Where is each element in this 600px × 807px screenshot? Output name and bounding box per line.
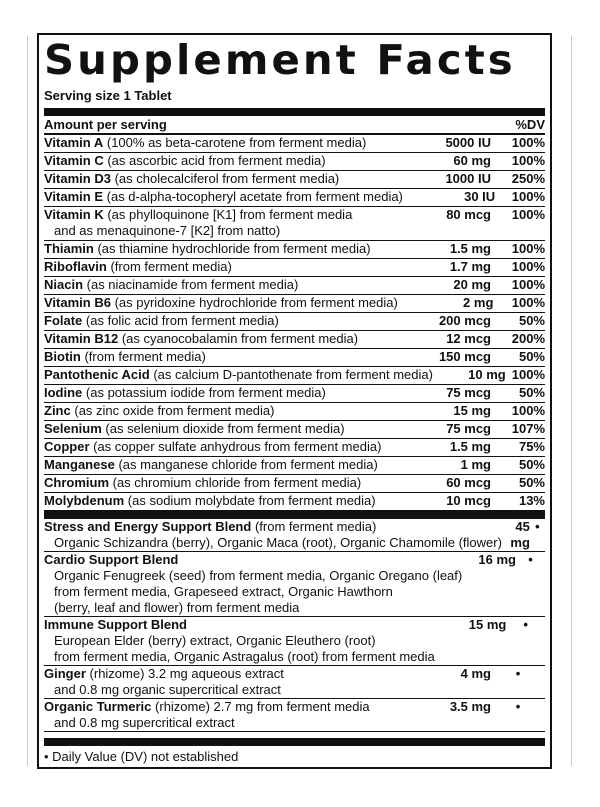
blend-ingredient-line: from ferment media, Organic Astragalus (root) from ferment media — [54, 649, 435, 664]
blend-dv: • — [523, 617, 528, 632]
nutrient-name-cell — [44, 207, 391, 240]
nutrient-row — [44, 295, 545, 313]
supplement-facts-panel — [37, 33, 552, 769]
nutrient-name-cell — [44, 277, 391, 294]
nutrient-dv: 50% — [518, 385, 545, 400]
nutrient-row — [44, 259, 545, 277]
nutrient-dv: 100% — [511, 241, 545, 256]
nutrient-dv: 100% — [511, 259, 545, 274]
nutrient-amount: 5000 IU — [445, 135, 491, 150]
nutrient-name: Vitamin B6 — [44, 295, 111, 310]
nutrient-name: Vitamin E — [44, 189, 104, 204]
right-edge-line — [571, 36, 572, 766]
blend-ingredient-line: and 0.8 mg organic supercritical extract — [54, 682, 281, 697]
blend-row — [44, 519, 545, 552]
nutrient-name: Vitamin K — [44, 207, 104, 222]
nutrient-name-cell — [44, 189, 403, 206]
nutrient-dv: 100% — [511, 189, 545, 204]
blend-dv: • — [535, 519, 540, 534]
nutrient-name: Iodine — [44, 385, 83, 400]
nutrient-name: Manganese — [44, 457, 115, 472]
blend-name-cell — [44, 666, 391, 698]
nutrient-name-cell — [44, 135, 391, 152]
nutrient-row — [44, 385, 545, 403]
blend-ingredient-line: European Elder (berry) extract, Organic Eleuthero (root) — [54, 633, 376, 648]
blend-amount: 15 mg — [468, 617, 507, 632]
nutrient-source: (as manganese chloride from ferment media) — [118, 457, 378, 472]
nutrient-amount: 1 mg — [460, 457, 491, 472]
nutrient-name-cell — [44, 295, 398, 312]
blend-dv: • — [515, 666, 521, 681]
blend-table — [44, 519, 545, 732]
nutrient-dv: 100% — [511, 207, 545, 222]
nutrient-name-cell — [44, 331, 391, 348]
nutrient-name-cell — [44, 439, 391, 456]
nutrient-name: Vitamin D3 — [44, 171, 111, 186]
nutrient-row — [44, 421, 545, 439]
nutrient-dv: 50% — [518, 457, 545, 472]
nutrient-name-cell — [44, 493, 391, 510]
nutrient-name-cell — [44, 313, 391, 330]
blend-row — [44, 666, 545, 699]
nutrient-table — [44, 135, 545, 511]
thick-divider — [44, 108, 545, 116]
blend-name-cell — [44, 617, 435, 665]
nutrient-dv: 75% — [518, 439, 545, 454]
nutrient-amount: 2 mg — [463, 295, 494, 310]
nutrient-source: (as ascorbic acid from ferment media) — [107, 153, 326, 168]
nutrient-amount: 1.5 mg — [449, 439, 491, 454]
bottom-divider — [44, 738, 545, 746]
blend-suffix: (rhizome) 3.2 mg aqueous extract — [89, 666, 284, 681]
nutrient-name-cell — [44, 457, 391, 474]
nutrient-dv: 107% — [511, 421, 545, 436]
nutrient-source: (from ferment media) — [84, 349, 206, 364]
nutrient-source: (as sodium molybdate from ferment media) — [127, 493, 376, 508]
dv-header: %DV — [515, 117, 545, 132]
nutrient-amount: 60 mcg — [446, 475, 491, 490]
nutrient-name-cell — [44, 403, 391, 420]
nutrient-amount: 15 mg — [453, 403, 491, 418]
nutrient-row — [44, 277, 545, 295]
nutrient-row — [44, 457, 545, 475]
nutrient-name: Vitamin B12 — [44, 331, 119, 346]
blend-ingredient-line: Organic Schizandra (berry), Organic Maca (root), Organic Chamomile (flower) — [54, 535, 502, 550]
nutrient-name-cell — [44, 367, 433, 384]
nutrient-dv: 13% — [518, 493, 545, 508]
nutrient-row — [44, 439, 545, 457]
nutrient-name: Copper — [44, 439, 90, 454]
nutrient-name: Molybdenum — [44, 493, 125, 508]
nutrient-name-cell — [44, 241, 391, 258]
nutrient-dv: 100% — [511, 403, 545, 418]
nutrient-name: Zinc — [44, 403, 71, 418]
nutrient-dv: 200% — [511, 331, 545, 346]
nutrient-name: Folate — [44, 313, 83, 328]
nutrient-source: (as cyanocobalamin from ferment media) — [121, 331, 359, 346]
panel-title: Supplement Facts — [44, 36, 516, 84]
blend-suffix: (from ferment media) — [254, 519, 377, 534]
nutrient-source: (as thiamine hydrochloride from ferment media) — [97, 241, 371, 256]
nutrient-source: (100% as beta-carotene from ferment media) — [106, 135, 367, 150]
nutrient-name-cell — [44, 475, 391, 492]
blend-name: Ginger — [44, 666, 86, 681]
blend-amount: 3.5 mg — [449, 699, 491, 714]
blend-suffix: (rhizome) 2.7 mg from ferment media — [155, 699, 370, 714]
nutrient-amount: 20 mg — [453, 277, 491, 292]
nutrient-row — [44, 367, 545, 385]
nutrient-row — [44, 189, 545, 207]
blend-dv: • — [515, 699, 521, 714]
nutrient-row — [44, 135, 545, 153]
nutrient-dv: 50% — [518, 349, 545, 364]
nutrient-source: (as cholecalciferol from ferment media) — [114, 171, 340, 186]
nutrient-name-cell — [44, 385, 391, 402]
nutrient-name: Chromium — [44, 475, 109, 490]
nutrient-source: (as niacinamide from ferment media) — [86, 277, 299, 292]
nutrient-name: Selenium — [44, 421, 102, 436]
nutrient-name: Vitamin A — [44, 135, 104, 150]
nutrient-source: (as potassium iodide from ferment media) — [85, 385, 326, 400]
nutrient-row — [44, 403, 545, 421]
nutrient-dv: 50% — [518, 475, 545, 490]
nutrient-row — [44, 493, 545, 511]
nutrient-amount: 12 mcg — [446, 331, 491, 346]
nutrient-name: Biotin — [44, 349, 81, 364]
nutrient-dv: 50% — [518, 313, 545, 328]
nutrient-name-cell — [44, 171, 391, 188]
nutrient-name-cell — [44, 259, 391, 276]
nutrient-amount: 75 mcg — [446, 385, 491, 400]
nutrient-row — [44, 349, 545, 367]
blend-name: Immune Support Blend — [44, 617, 187, 632]
nutrient-amount: 1000 IU — [445, 171, 491, 186]
blend-divider — [44, 511, 545, 519]
nutrient-name: Vitamin C — [44, 153, 104, 168]
blend-name: Cardio Support Blend — [44, 552, 179, 567]
left-edge-line — [27, 36, 28, 766]
blend-name: Stress and Energy Support Blend — [44, 519, 252, 534]
nutrient-source-line2: and as menaquinone-7 [K2] from natto) — [54, 223, 281, 238]
nutrient-source: (as calcium D-pantothenate from ferment media) — [153, 367, 433, 382]
blend-ingredient-line: and 0.8 mg supercritical extract — [54, 715, 235, 730]
nutrient-name: Pantothenic Acid — [44, 367, 150, 382]
nutrient-source: (from ferment media) — [110, 259, 232, 274]
nutrient-dv: 250% — [511, 171, 545, 186]
nutrient-source: (as zinc oxide from ferment media) — [74, 403, 275, 418]
nutrient-source: (as folic acid from ferment media) — [85, 313, 279, 328]
nutrient-row — [44, 313, 545, 331]
nutrient-source: (as phylloquinone [K1] from ferment media — [107, 207, 353, 222]
nutrient-row — [44, 207, 545, 241]
blend-row — [44, 699, 545, 732]
amount-header: Amount per serving — [44, 117, 167, 132]
blend-amount: 4 mg — [460, 666, 491, 681]
nutrient-dv: 100% — [511, 367, 545, 382]
blend-ingredient-line: (berry, leaf and flower) from ferment media — [54, 600, 300, 615]
nutrient-amount: 1.7 mg — [449, 259, 491, 274]
nutrient-name-cell — [44, 153, 391, 170]
blend-name-cell — [44, 552, 462, 616]
nutrient-name-cell — [44, 421, 391, 438]
nutrient-name: Niacin — [44, 277, 84, 292]
nutrient-amount: 80 mcg — [446, 207, 491, 222]
blend-amount: 16 mg — [478, 552, 516, 567]
nutrient-amount: 150 mcg — [438, 349, 491, 364]
nutrient-dv: 100% — [511, 135, 545, 150]
nutrient-name-cell — [44, 349, 391, 366]
nutrient-amount: 1.5 mg — [449, 241, 491, 256]
nutrient-amount: 10 mg — [468, 367, 506, 382]
nutrient-row — [44, 475, 545, 493]
nutrient-source: (as d-alpha-tocopheryl acetate from ferment media) — [106, 189, 403, 204]
nutrient-name: Riboflavin — [44, 259, 107, 274]
blend-name-cell — [44, 699, 391, 731]
nutrient-dv: 100% — [511, 153, 545, 168]
blend-name: Organic Turmeric — [44, 699, 152, 714]
blend-ingredient-line: Organic Fenugreek (seed) from ferment media, Organic Oregano (leaf) — [54, 568, 463, 583]
nutrient-row — [44, 171, 545, 189]
nutrient-amount: 30 IU — [464, 189, 496, 204]
blend-row — [44, 552, 545, 617]
nutrient-amount: 60 mg — [453, 153, 491, 168]
nutrient-amount: 75 mcg — [446, 421, 491, 436]
blend-ingredient-line: from ferment media, Grapeseed extract, Organic Hawthorn — [54, 584, 393, 599]
nutrient-amount: 200 mcg — [438, 313, 491, 328]
blend-name-cell — [44, 519, 502, 551]
serving-size: Serving size 1 Tablet — [44, 88, 172, 103]
nutrient-source: (as pyridoxine hydrochloride from ferment media) — [114, 295, 398, 310]
nutrient-name: Thiamin — [44, 241, 94, 256]
nutrient-source: (as chromium chloride from ferment media) — [112, 475, 362, 490]
footnote: • Daily Value (DV) not established — [44, 749, 239, 764]
nutrient-source: (as selenium dioxide from ferment media) — [105, 421, 345, 436]
nutrient-dv: 100% — [511, 277, 545, 292]
blend-dv: • — [528, 552, 533, 567]
nutrient-source: (as copper sulfate anhydrous from ferment media) — [93, 439, 382, 454]
nutrient-row — [44, 241, 545, 259]
nutrient-dv: 100% — [511, 295, 545, 310]
blend-row — [44, 617, 545, 666]
blend-amount: 45 mg — [510, 519, 530, 550]
nutrient-row — [44, 153, 545, 171]
nutrient-amount: 10 mcg — [446, 493, 491, 508]
nutrient-row — [44, 331, 545, 349]
column-header — [44, 116, 545, 135]
